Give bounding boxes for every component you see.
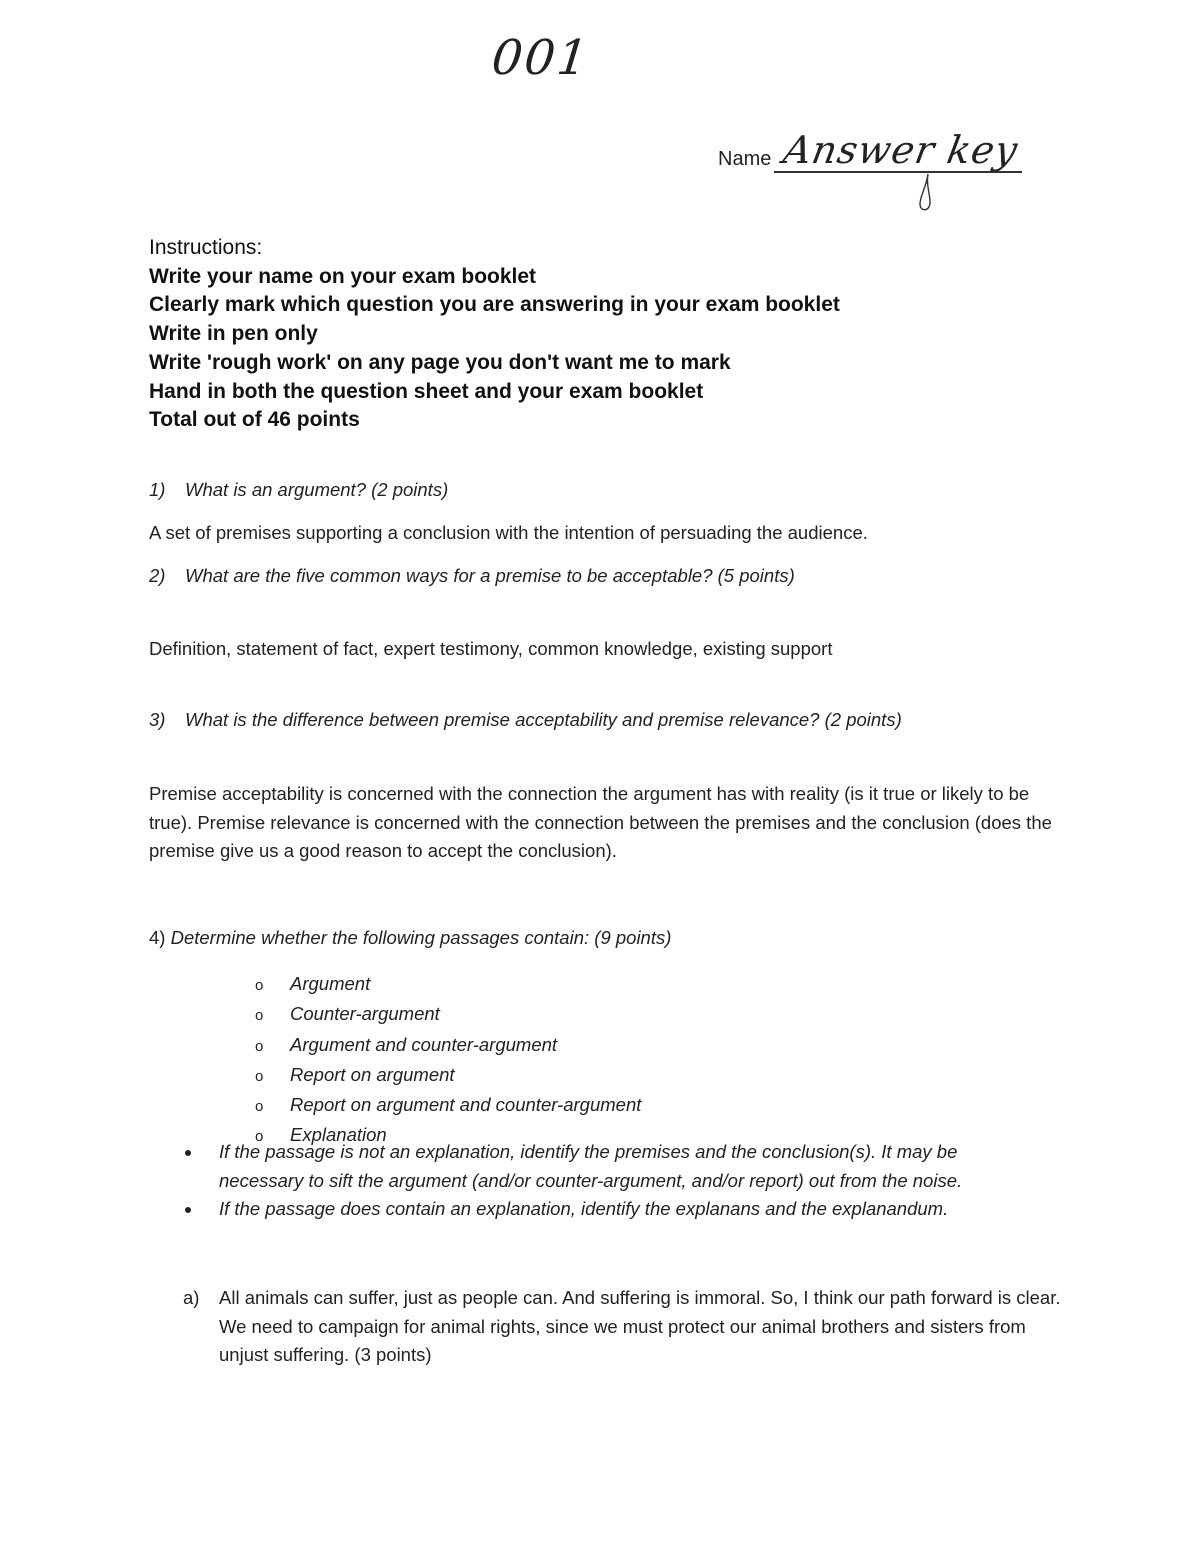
circle-bullet: o [255,977,264,994]
instruction-line: Clearly mark which question you are answering in your exam booklet [149,293,840,317]
list-item: o Report on argument [255,1061,641,1091]
instruction-line: Total out of 46 points [149,408,360,432]
list-item: If the passage does contain an explanation, identify the explanans and the explanandum. [183,1195,1043,1224]
circle-bullet: o [255,1067,264,1085]
passage-letter: a) [183,1287,200,1308]
name-field [716,128,1026,218]
question-number: 1) [149,479,166,500]
instruction-line: Write in pen only [149,322,318,346]
question-2 [149,565,795,587]
answer-1: A set of premises supporting a conclusion with the intention of persuading the audience. [149,522,868,543]
list-item: o Counter-argument [255,1000,641,1030]
circle-bullet: o [255,1007,264,1025]
question-4-notes [183,1138,1043,1224]
instructions-heading: Instructions: [149,236,263,259]
question-number: 4) [149,927,166,948]
list-item: o Explanation [255,1121,641,1151]
question-number: 3) [149,709,166,730]
question-4 [149,927,671,949]
instruction-line: Write your name on your exam booklet [149,264,537,288]
question-text: What is the difference between premise acceptability and premise relevance? (2 points) [185,709,902,730]
list-item: o Argument [255,970,641,1000]
instruction-line: Hand in both the question sheet and your exam booklet [149,379,704,403]
name-handwritten-value: Answer key [780,128,1022,172]
bullet-dot-icon [185,1150,191,1156]
answer-2: Definition, statement of fact, expert testimony, common knowledge, existing support [149,638,833,659]
passage-a [183,1284,1073,1370]
question-number: 2) [149,565,166,586]
list-item: If the passage is not an explanation, identify the premises and the conclusion(s). It may be necessary to sift the argument (and/or counter-argument, and/or report) out from the noise. [183,1138,1043,1195]
question-3 [149,709,902,731]
name-label: Name [718,148,772,170]
instructions-block [149,234,840,435]
handwritten-page-number: 001 [489,30,593,86]
answer-3: Premise acceptability is concerned with the connection the argument has with reality (is it true or likely to be true). Premise relevance is concerned with the connection between the premises and the conclusion (does the premise give us a good reason to accept the conclusion). [149,783,1052,861]
passage-type-options [255,970,641,1152]
handwriting-descender-stroke [916,172,934,212]
bullet-dot-icon [185,1207,191,1213]
list-item: o Argument and counter-argument [255,1031,641,1061]
question-1 [149,479,448,501]
circle-bullet: o [255,1037,264,1055]
question-text: What are the five common ways for a premise to be acceptable? (5 points) [185,565,795,586]
question-text: What is an argument? (2 points) [185,479,449,500]
circle-bullet: o [255,1128,264,1146]
circle-bullet: o [255,1098,264,1116]
list-item: o Report on argument and counter-argument [255,1091,641,1121]
instruction-line: Write 'rough work' on any page you don't want me to mark [149,350,731,374]
question-text: Determine whether the following passages contain: (9 points) [170,927,672,948]
passage-text: All animals can suffer, just as people can. And suffering is immoral. So, I think our path forward is clear. We need to campaign for animal rights, since we must protect our animal brothers and sisters from unjust suffering. (3 points) [219,1287,1061,1365]
